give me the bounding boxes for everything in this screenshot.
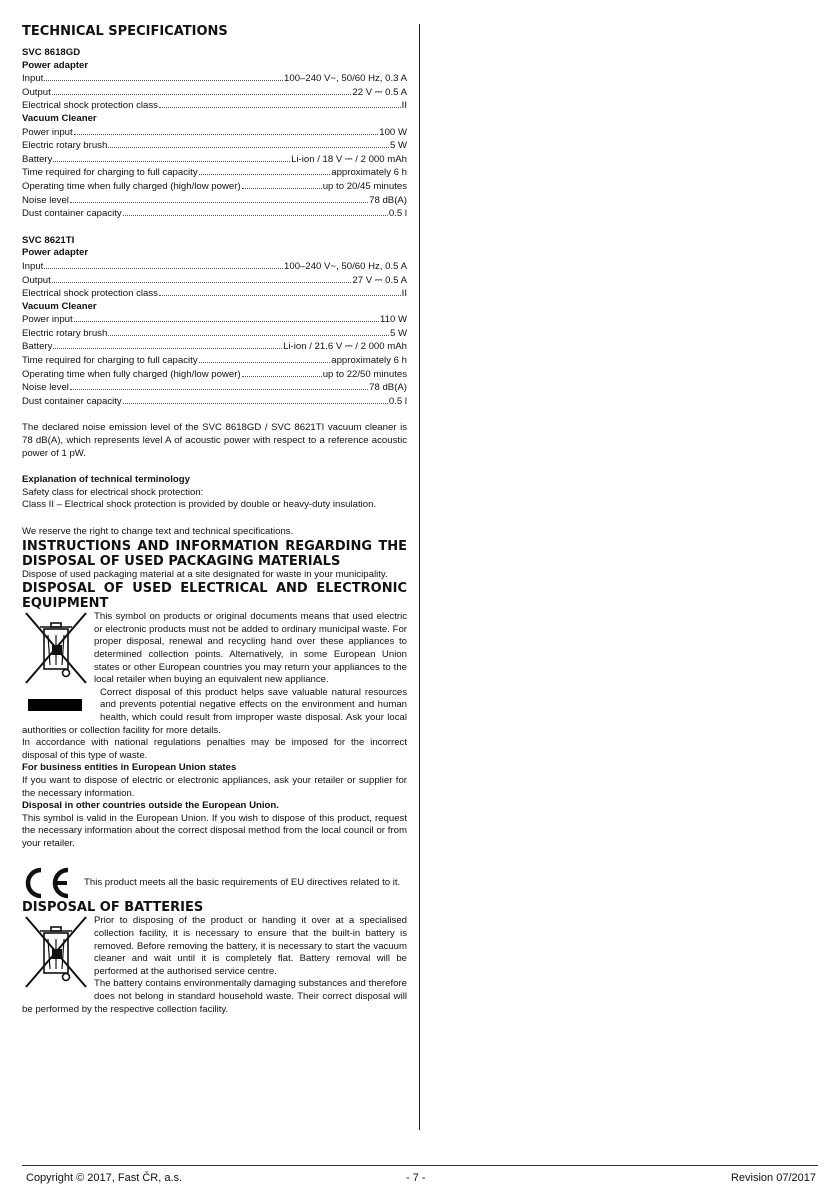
spec-label: Power input xyxy=(22,314,73,326)
spec-value: up to 20/45 minutes xyxy=(322,180,407,192)
spec-label: Output xyxy=(22,274,51,286)
column-divider xyxy=(419,24,420,1130)
spec-row xyxy=(22,139,407,153)
dot-leader xyxy=(199,166,331,175)
ce-text: This product meets all the basic requirements of EU directives related to it. xyxy=(84,877,401,889)
spec-row xyxy=(22,86,407,100)
spec-models xyxy=(22,47,407,408)
crossed-bin-icon xyxy=(22,611,90,697)
spec-value: Li-ion / 18 V ⎓ / 2 000 mAh xyxy=(291,153,407,165)
dot-leader xyxy=(70,194,368,203)
spec-row xyxy=(22,207,407,221)
spec-value: 22 V ⎓ 0.5 A xyxy=(352,86,407,98)
other-countries-title: Disposal in other countries outside the European Union. xyxy=(22,800,279,812)
spec-label: Dust container capacity xyxy=(22,395,122,407)
spec-row xyxy=(22,126,407,140)
dot-leader xyxy=(108,327,389,336)
spec-label: Electrical shock protection class xyxy=(22,288,158,300)
spec-label: Power input xyxy=(22,126,73,138)
spec-label: Operating time when fully charged (high/low power) xyxy=(22,368,241,380)
spec-group-title: Power adapter xyxy=(22,59,89,71)
footer-revision: Revision 07/2017 xyxy=(730,1172,816,1184)
spec-value: II xyxy=(401,100,407,112)
spec-row xyxy=(22,260,407,274)
spec-row xyxy=(22,340,407,354)
spec-row xyxy=(22,194,407,208)
spec-label: Input xyxy=(22,260,44,272)
spec-value: 0.5 l xyxy=(388,395,407,407)
weee-heading-line2: EQUIPMENT xyxy=(22,596,109,612)
dot-leader xyxy=(123,395,388,404)
weee-paragraph-2: Correct disposal of this product helps save valuable natural resources and prevents potential negative effects on the environment and human health, which could result from improper waste disposal. Ask your local authorities or collection facility for more details. xyxy=(22,686,407,736)
spec-row xyxy=(22,153,407,167)
dot-leader xyxy=(70,381,368,390)
spec-row xyxy=(22,368,407,382)
footer-divider xyxy=(22,1165,818,1166)
dot-leader xyxy=(44,260,283,269)
dot-leader xyxy=(53,340,282,349)
spec-value: 27 V ⎓ 0.5 A xyxy=(352,274,407,286)
weee-heading-line1: DISPOSAL OF USED ELECTRICAL AND ELECTRONIC xyxy=(22,581,407,597)
batteries-heading: DISPOSAL OF BATTERIES xyxy=(22,900,204,916)
packaging-heading-line1: INSTRUCTIONS AND INFORMATION REGARDING THE xyxy=(22,538,407,554)
spec-label: Dust container capacity xyxy=(22,208,122,220)
spec-label: Time required for charging to full capacity xyxy=(22,355,198,367)
footer-page-number: - 7 - xyxy=(406,1172,426,1184)
packaging-heading-line2: DISPOSAL OF USED PACKAGING MATERIALS xyxy=(22,553,341,569)
crossed-bin-battery-icon xyxy=(22,915,90,1001)
weee-paragraph-1: This symbol on products or original documents means that used electric or electronic products must not be added to ordinary municipal waste. For proper disposal, renewal and recycling hand over these appliances to determined collection points. Alternatively, in some European Union states or other European countries you may return your appliances to the local retailer when buying an equivalent new appliance. xyxy=(94,611,407,686)
other-countries-text: This symbol is valid in the European Union. If you wish to dispose of this product, request the necessary information about the correct disposal method from the local council or from your retailer. xyxy=(22,812,407,849)
spec-value: 5 W xyxy=(389,140,407,152)
spec-label: Operating time when fully charged (high/low power) xyxy=(22,180,241,192)
spec-value: up to 22/50 minutes xyxy=(322,368,407,380)
spec-value: 100–240 V~, 50/60 Hz, 0.3 A xyxy=(284,73,407,85)
business-entities-text: If you want to dispose of electric or electronic appliances, ask your retailer or supplier for the necessary information. xyxy=(22,774,407,799)
dot-leader xyxy=(159,99,401,108)
weee-paragraph-3: In accordance with national regulations penalties may be imposed for the incorrect disposal of this type of waste. xyxy=(22,737,407,761)
dot-leader xyxy=(74,126,379,135)
footer-copyright: Copyright © 2017, Fast ČR, a.s. xyxy=(26,1172,183,1184)
model-name: SVC 8621TI xyxy=(22,234,75,246)
spec-group-title: Vacuum Cleaner xyxy=(22,112,97,124)
spec-row xyxy=(22,313,407,327)
spec-value: II xyxy=(401,288,407,300)
spec-value: 78 dB(A) xyxy=(369,194,407,206)
terminology-line-1: Safety class for electrical shock protection: xyxy=(22,486,204,498)
spec-value: 5 W xyxy=(389,327,407,339)
spec-value: 110 W xyxy=(379,314,407,326)
dot-leader xyxy=(242,180,322,189)
dot-leader xyxy=(108,139,389,148)
spec-row xyxy=(22,287,407,301)
spec-value: 78 dB(A) xyxy=(369,382,407,394)
spec-row xyxy=(22,99,407,113)
dot-leader xyxy=(53,153,290,162)
spec-value: approximately 6 h xyxy=(331,355,407,367)
spec-label: Noise level xyxy=(22,382,69,394)
spec-row xyxy=(22,327,407,341)
dot-leader xyxy=(52,274,352,283)
dot-leader xyxy=(52,86,352,95)
spec-row xyxy=(22,395,407,409)
left-column xyxy=(22,24,407,1016)
ce-row xyxy=(22,866,407,900)
noise-statement: The declared noise emission level of the SVC 8618GD / SVC 8621TI vacuum cleaner is 78 dB(A), which represents level A of acoustic power with respect to a reference acoustic power of 1 pW. xyxy=(22,422,407,459)
spec-group-title: Power adapter xyxy=(22,247,89,259)
spec-value: Li-ion / 21.6 V ⎓ / 2 000 mAh xyxy=(283,341,407,353)
spec-value: approximately 6 h xyxy=(331,167,407,179)
spec-row xyxy=(22,381,407,395)
page-footer xyxy=(26,1170,816,1186)
spec-label: Input xyxy=(22,73,44,85)
batteries-block xyxy=(22,915,407,1016)
spec-value: 100 W xyxy=(379,126,407,138)
ce-mark-icon xyxy=(22,867,72,899)
weee-black-bar xyxy=(28,699,82,711)
batteries-paragraph-2: The battery contains environmentally damaging substances and therefore does not belong in standard household waste. Their correct disposal will be performed by the respective collection facility. xyxy=(22,978,407,1015)
tech-spec-heading: TECHNICAL SPECIFICATIONS xyxy=(22,24,228,39)
business-entities-title: For business entities in European Union states xyxy=(22,762,237,774)
spec-value: 0.5 l xyxy=(388,208,407,220)
spec-label: Electrical shock protection class xyxy=(22,100,158,112)
spec-row xyxy=(22,166,407,180)
terminology-line-2: Class II – Electrical shock protection is provided by double or heavy-duty insulation. xyxy=(22,499,377,511)
dot-leader xyxy=(159,287,401,296)
spec-label: Electric rotary brush xyxy=(22,327,108,339)
spec-row xyxy=(22,354,407,368)
dot-leader xyxy=(242,368,322,377)
terminology-title: Explanation of technical terminology xyxy=(22,474,190,486)
reserve-note: We reserve the right to change text and technical specifications. xyxy=(22,526,294,537)
dot-leader xyxy=(123,207,388,216)
spec-row xyxy=(22,274,407,288)
spec-label: Time required for charging to full capacity xyxy=(22,167,198,179)
weee-block xyxy=(22,611,407,850)
batteries-paragraph-1: Prior to disposing of the product or handing it over at a specialised collection facility, it is necessary to ensure that the built-in battery is removed. Before removing the battery, it is necessary to start the vacuum cleaner and wait until it is completely flat. Battery removal will be performed at the authorised service centre. xyxy=(94,915,407,977)
packaging-text: Dispose of used packaging material at a site designated for waste in your municipality. xyxy=(22,568,388,580)
spec-label: Output xyxy=(22,86,51,98)
spec-row xyxy=(22,72,407,86)
dot-leader xyxy=(74,313,379,322)
model-name: SVC 8618GD xyxy=(22,47,81,58)
spec-label: Electric rotary brush xyxy=(22,140,108,152)
spec-value: 100–240 V~, 50/60 Hz, 0.5 A xyxy=(284,260,407,272)
spec-group-title: Vacuum Cleaner xyxy=(22,300,97,312)
spec-label: Noise level xyxy=(22,194,69,206)
spec-label: Battery xyxy=(22,341,53,353)
dot-leader xyxy=(44,72,283,81)
spec-label: Battery xyxy=(22,153,53,165)
dot-leader xyxy=(199,354,331,363)
spec-row xyxy=(22,180,407,194)
